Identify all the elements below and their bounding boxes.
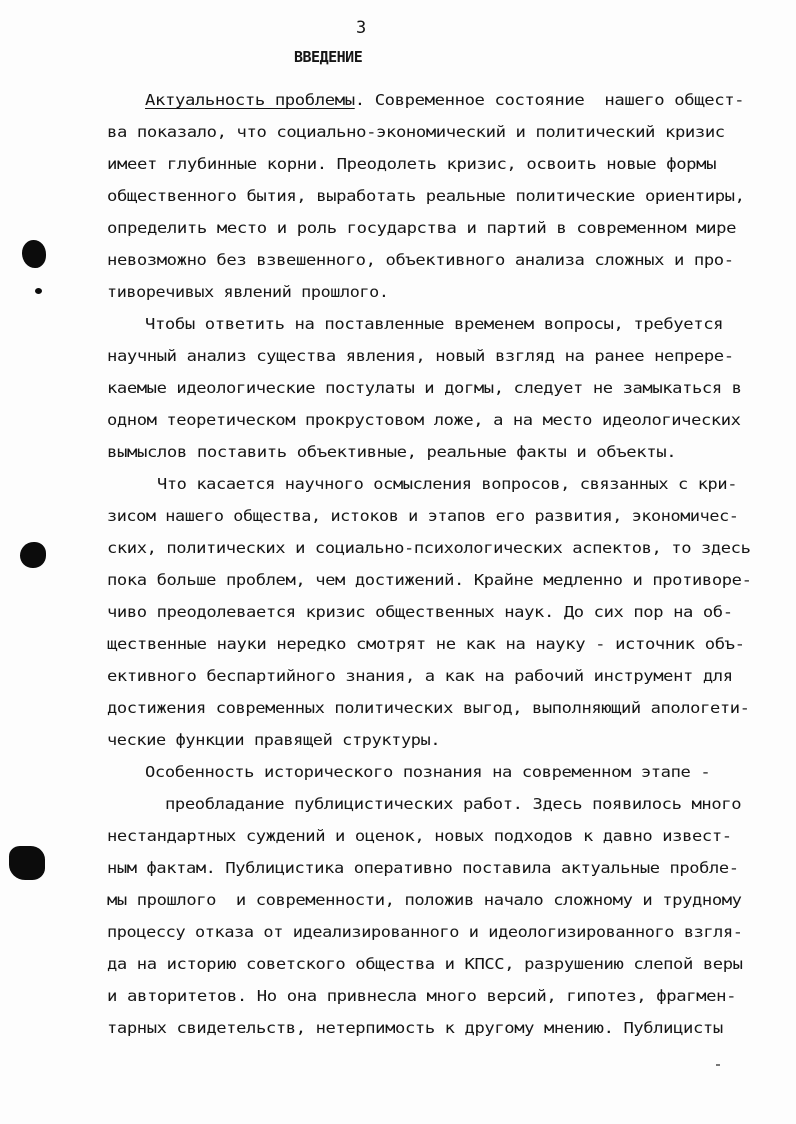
text-line: и авторитетов. Но она привнесла много версий, гипотез, фрагмен- — [107, 987, 737, 1005]
text-line: ным фактам. Публицистика оперативно поставила актуальные пробле- — [107, 859, 739, 877]
text-line: ских, политических и социально-психологических аспектов, то здесь — [107, 539, 751, 557]
text-line: одном теоретическом прокрустовом ложе, а на место идеологических — [107, 411, 741, 429]
text-line: щественные науки нередко смотрят не как на науку - источник объ- — [107, 635, 745, 653]
text-line: Особенность исторического познания на современном этапе - — [145, 763, 711, 781]
ink-blot — [20, 542, 46, 568]
scan-speck — [716, 1064, 720, 1066]
text-line: ективного беспартийного знания, а как на рабочий инструмент для — [107, 667, 733, 685]
ink-blot — [22, 240, 46, 268]
text-line: да на историю советского общества и КПСС, разрушению слепой веры — [107, 955, 743, 973]
section-heading: ВВЕДЕНИЕ — [294, 48, 363, 66]
text-line: Что касается научного осмысления вопросов, связанных с кри- — [157, 475, 738, 493]
text-line: мы прошлого и современности, положив начало сложному и трудному — [107, 891, 742, 909]
ink-dot — [35, 288, 42, 294]
text-line: нестандартных суждений и оценок, новых подходов к давно извест- — [107, 827, 732, 845]
text-line: ва показало, что социально-экономический и политический кризис — [107, 123, 725, 141]
text-line: научный анализ существа явления, новый взгляд на ранее непрере- — [107, 347, 734, 365]
text-line: чиво преодолевается кризис общественных наук. До сих пор на об- — [107, 603, 733, 621]
page-number: 3 — [356, 18, 367, 38]
text-line: вымыслов поставить объективные, реальные факты и объекты. — [107, 443, 677, 461]
text-line: процессу отказа от идеализированного и идеологизированного взгля- — [107, 923, 743, 941]
text-line: зисом нашего общества, истоков и этапов его развития, экономичес- — [107, 507, 739, 525]
text-line: достижения современных политических выгод, выполняющий апологети- — [107, 699, 750, 717]
underlined-topic: Актуальность проблемы — [145, 91, 355, 109]
text-line: тиворечивых явлений прошлого. — [107, 283, 389, 301]
text-line: невозможно без взвешенного, объективного анализа сложных и про- — [107, 251, 734, 269]
text-line: имеет глубинные корни. Преодолеть кризис, освоить новые формы — [107, 155, 717, 173]
text-line: общественного бытия, выработать реальные политические ориентиры, — [107, 187, 745, 205]
text-line: ческие функции правящей структуры. — [107, 731, 441, 749]
text-line: Чтобы ответить на поставленные временем вопросы, требуется — [145, 315, 724, 333]
text-line: тарных свидетельств, нетерпимость к другому мнению. Публицисты — [107, 1019, 723, 1037]
ink-blot — [9, 846, 45, 880]
text-line: каемые идеологические постулаты и догмы, следует не замыкаться в — [107, 379, 742, 397]
text-line — [145, 90, 744, 110]
text-line-rest: . Современное состояние нашего общест- — [354, 91, 745, 109]
text-line: преобладание публицистических работ. Здесь появилось много — [165, 795, 742, 813]
text-line: пока больше проблем, чем достижений. Крайне медленно и противоре- — [107, 571, 752, 589]
text-line: определить место и роль государства и партий в современном мире — [107, 219, 737, 237]
